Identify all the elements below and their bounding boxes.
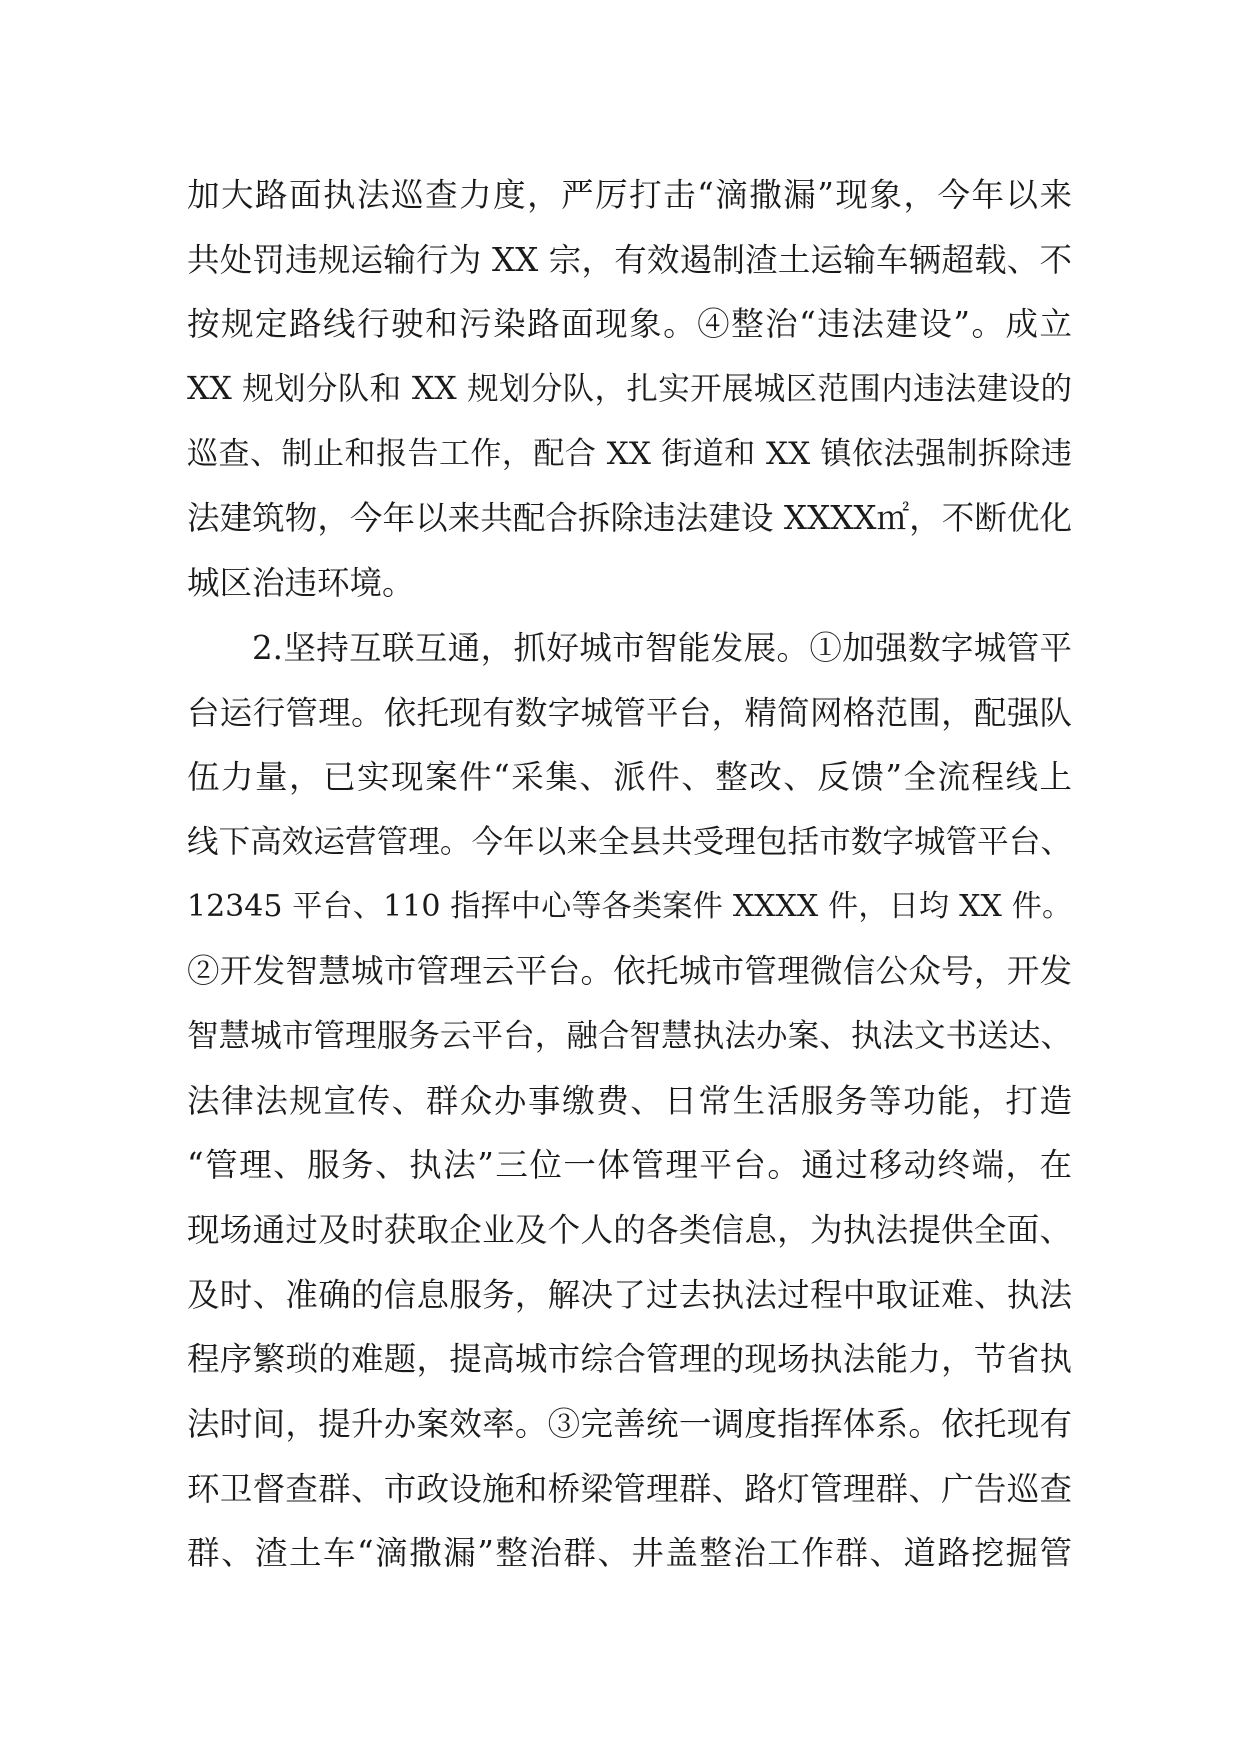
text-line: 巡查、制止和报告工作，配合 XX 街道和 XX 镇依法强制拆除违 bbox=[187, 435, 1072, 472]
text-line: “管理、服务、执法”三位一体管理平台。通过移动终端，在 bbox=[187, 1146, 1072, 1185]
text-line: 法建筑物，今年以来共配合拆除违法建设 XXXX㎡，不断优化 bbox=[187, 499, 1072, 538]
body-text bbox=[187, 163, 1072, 1586]
text-line: 程序繁琐的难题，提高城市综合管理的现场执法能力，节省执 bbox=[187, 1340, 1072, 1379]
text-line: 线下高效运营管理。今年以来全县共受理包括市数字城管平台、 bbox=[187, 823, 1072, 860]
text-line: 环卫督查群、市政设施和桥梁管理群、路灯管理群、广告巡查 bbox=[187, 1469, 1072, 1508]
text-line: 2.坚持互联互通，抓好城市智能发展。①加强数字城管平 bbox=[252, 628, 1072, 667]
text-line: 加大路面执法巡查力度，严厉打击“滴撒漏”现象，今年以来 bbox=[187, 176, 1072, 214]
text-line: 共处罚违规运输行为 XX 宗，有效遏制渣土运输车辆超载、不 bbox=[187, 240, 1072, 279]
text-line: XX 规划分队和 XX 规划分队，扎实开展城区范围内违法建设的 bbox=[187, 371, 1072, 408]
text-line: 按规定路线行驶和污染路面现象。④整治“违法建设”。成立 bbox=[187, 305, 1072, 344]
text-line: 智慧城市管理服务云平台，融合智慧执法办案、执法文书送达、 bbox=[187, 1017, 1072, 1054]
text-line: 现场通过及时获取企业及个人的各类信息，为执法提供全面、 bbox=[187, 1211, 1072, 1249]
text-line: 及时、准确的信息服务，解决了过去执法过程中取证难、执法 bbox=[187, 1275, 1072, 1314]
text-line: 群、渣土车“滴撒漏”整治群、井盖整治工作群、道路挖掘管 bbox=[187, 1534, 1072, 1573]
text-line: 台运行管理。依托现有数字城管平台，精简网格范围，配强队 bbox=[187, 693, 1072, 732]
text-line: 法时间，提升办案效率。③完善统一调度指挥体系。依托现有 bbox=[187, 1405, 1072, 1444]
text-line: ②开发智慧城市管理云平台。依托城市管理微信公众号，开发 bbox=[187, 952, 1072, 991]
text-line: 12345 平台、110 指挥中心等各类案件 XXXX 件，日均 XX 件。 bbox=[187, 888, 1072, 924]
text-line: 城区治违环境。 bbox=[187, 564, 415, 603]
text-line: 伍力量，已实现案件“采集、派件、整改、反馈”全流程线上 bbox=[187, 758, 1072, 797]
text-line: 法律法规宣传、群众办事缴费、日常生活服务等功能，打造 bbox=[187, 1081, 1072, 1120]
